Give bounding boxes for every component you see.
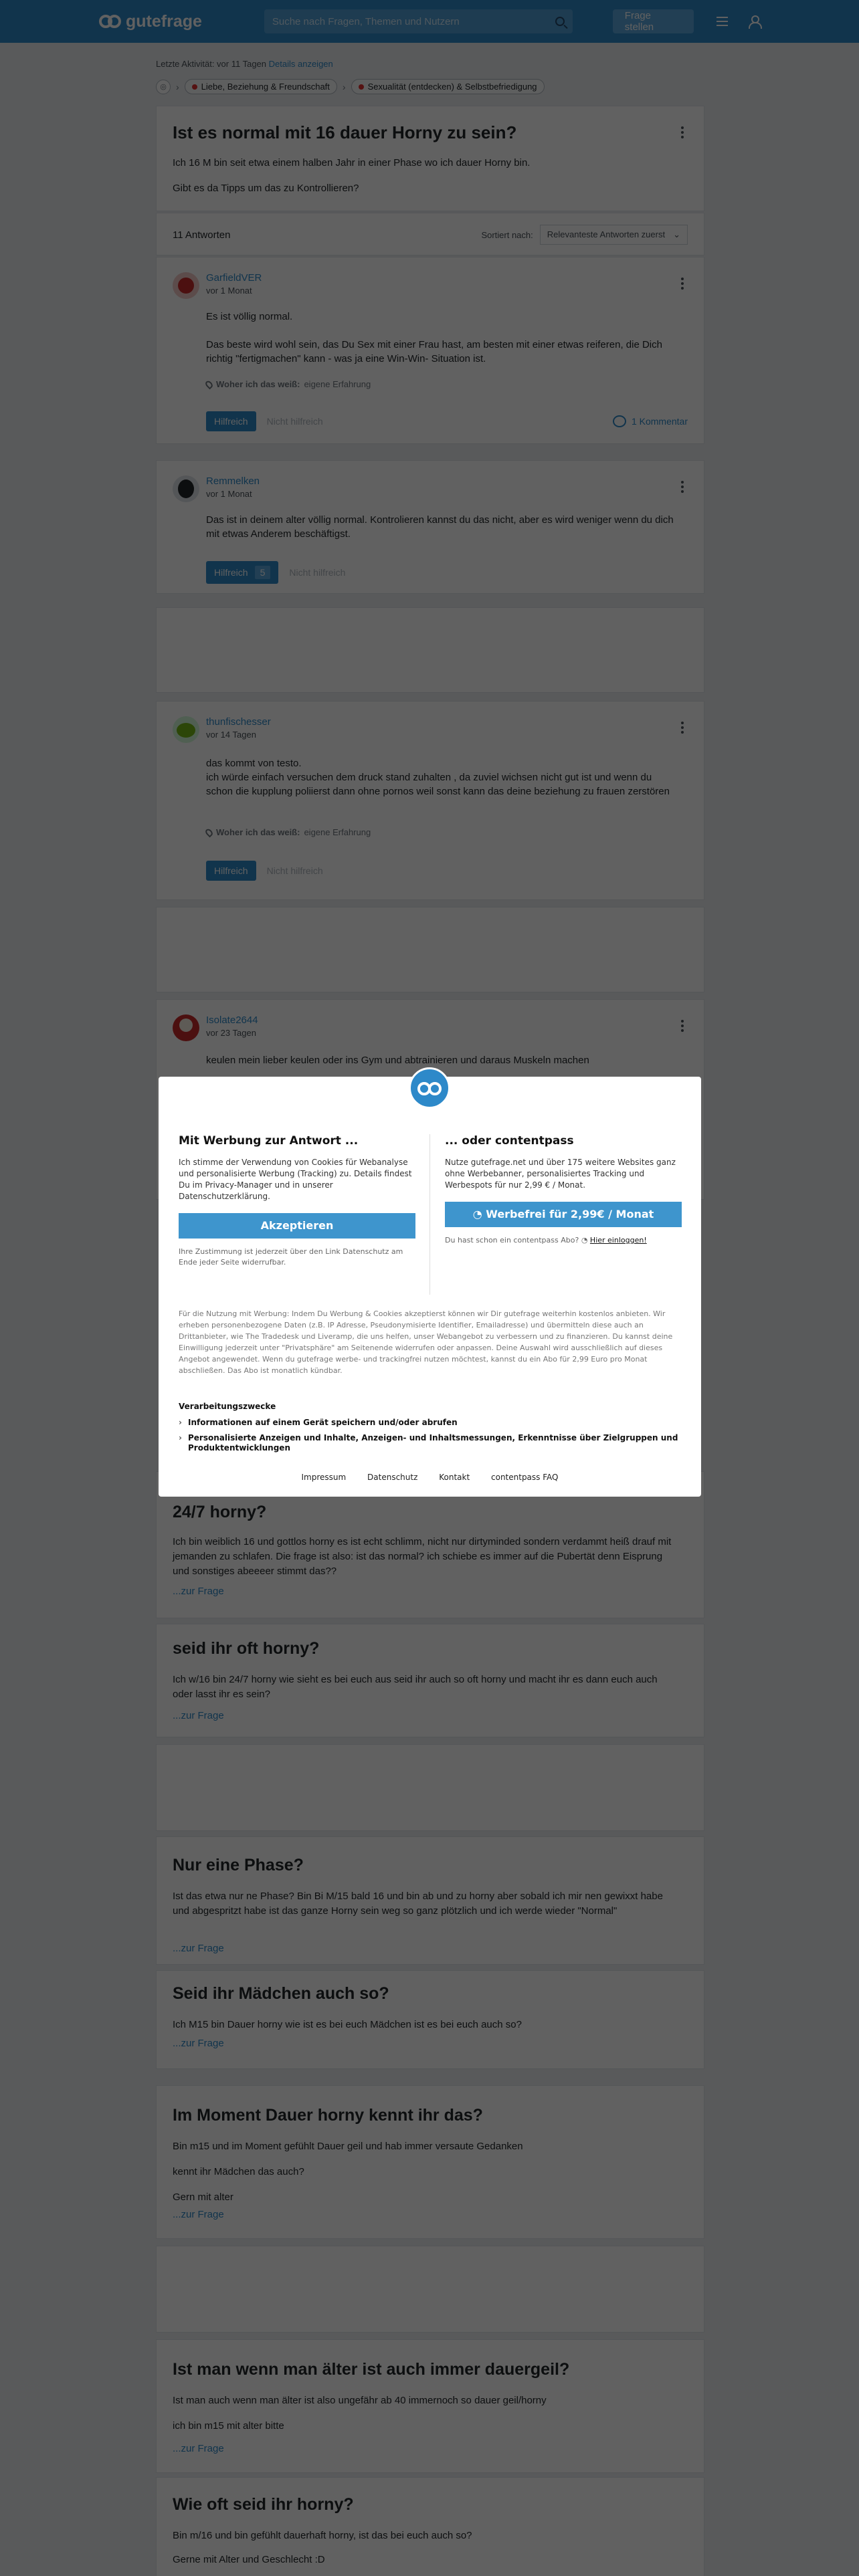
consent-ad-column <box>179 1134 415 1268</box>
consent-legal-text: Für die Nutzung mit Werbung: Indem Du Werbung & Cookies akzeptierst können wir Dir gutefrage weiterhin kostenlos anbieten. Wir erheben personenbezogene Daten (z.B. IP Adresse, Pseudonymisierte Identifier, Emailadresse) und übermitteln diese auch an Drittanbieter, wie The Tradedesk und Liveramp, die uns helfen, unser Webangebot zu verbessern und zu finanzieren. Du kannst deine Einwilligung jederzeit unter "Privatsphäre" am Seitenende widerrufen oder anpassen. Deine Auswahl wird ausschließlich auf dieses Angebot angewendet. Wenn du gutefrage werbe- und trackingfrei nutzen möchtest, kannst du ein Abo für 2,99 Euro pro Monat abschließen. Das Abo ist monatlich kündbar. <box>179 1309 673 1375</box>
consent-right-text: Nutze gutefrage.net und über 175 weitere Websites ganz ohne Werbebanner, personalisiertes Tracking und Werbespots für nur 2,99 € / Monat. <box>445 1158 676 1190</box>
consent-left-text: Ich stimme der Verwendung von Cookies für Webanalyse und personalisierte Werbung (Tracking) zu. Details findest Du im Privacy-Manager und in unserer Datenschutzerklärung. <box>179 1158 412 1201</box>
purposes-title: Verarbeitungszwecke <box>179 1402 276 1411</box>
adfree-subscribe-button[interactable]: ◔ Werbefrei für 2,99€ / Monat <box>445 1202 682 1227</box>
purpose-item[interactable]: › Informationen auf einem Gerät speichern und/oder abrufen <box>179 1418 681 1428</box>
contentpass-faq-link[interactable]: contentpass FAQ <box>491 1473 559 1482</box>
accept-button[interactable]: Akzeptieren <box>179 1213 415 1239</box>
gutefrage-logo-icon <box>409 1067 450 1109</box>
spinner-icon: ◔ <box>581 1236 588 1245</box>
privacy-link[interactable]: Datenschutz <box>367 1473 418 1482</box>
consent-right-note: Du hast schon ein contentpass Abo? ◔ Hier einloggen! <box>445 1236 647 1245</box>
consent-left-note: Ihre Zustimmung ist jederzeit über den Link Datenschutz am Ende jeder Seite widerrufbar. <box>179 1247 403 1267</box>
consent-footer <box>159 1473 701 1482</box>
consent-right-title: ... oder contentpass <box>445 1134 574 1148</box>
spinner-icon: ◔ <box>472 1208 486 1220</box>
consent-modal <box>159 1077 701 1497</box>
contact-link[interactable]: Kontakt <box>439 1473 470 1482</box>
contentpass-column <box>445 1134 682 1246</box>
purpose-item[interactable]: › Personalisierte Anzeigen und Inhalte, Anzeigen- und Inhaltsmessungen, Erkenntnisse über Zielgruppen und Produktentwicklungen <box>179 1433 681 1453</box>
processing-purposes <box>179 1402 681 1459</box>
imprint-link[interactable]: Impressum <box>301 1473 347 1482</box>
consent-left-title: Mit Werbung zur Antwort ... <box>179 1134 359 1148</box>
login-link[interactable]: Hier einloggen! <box>589 1236 647 1245</box>
